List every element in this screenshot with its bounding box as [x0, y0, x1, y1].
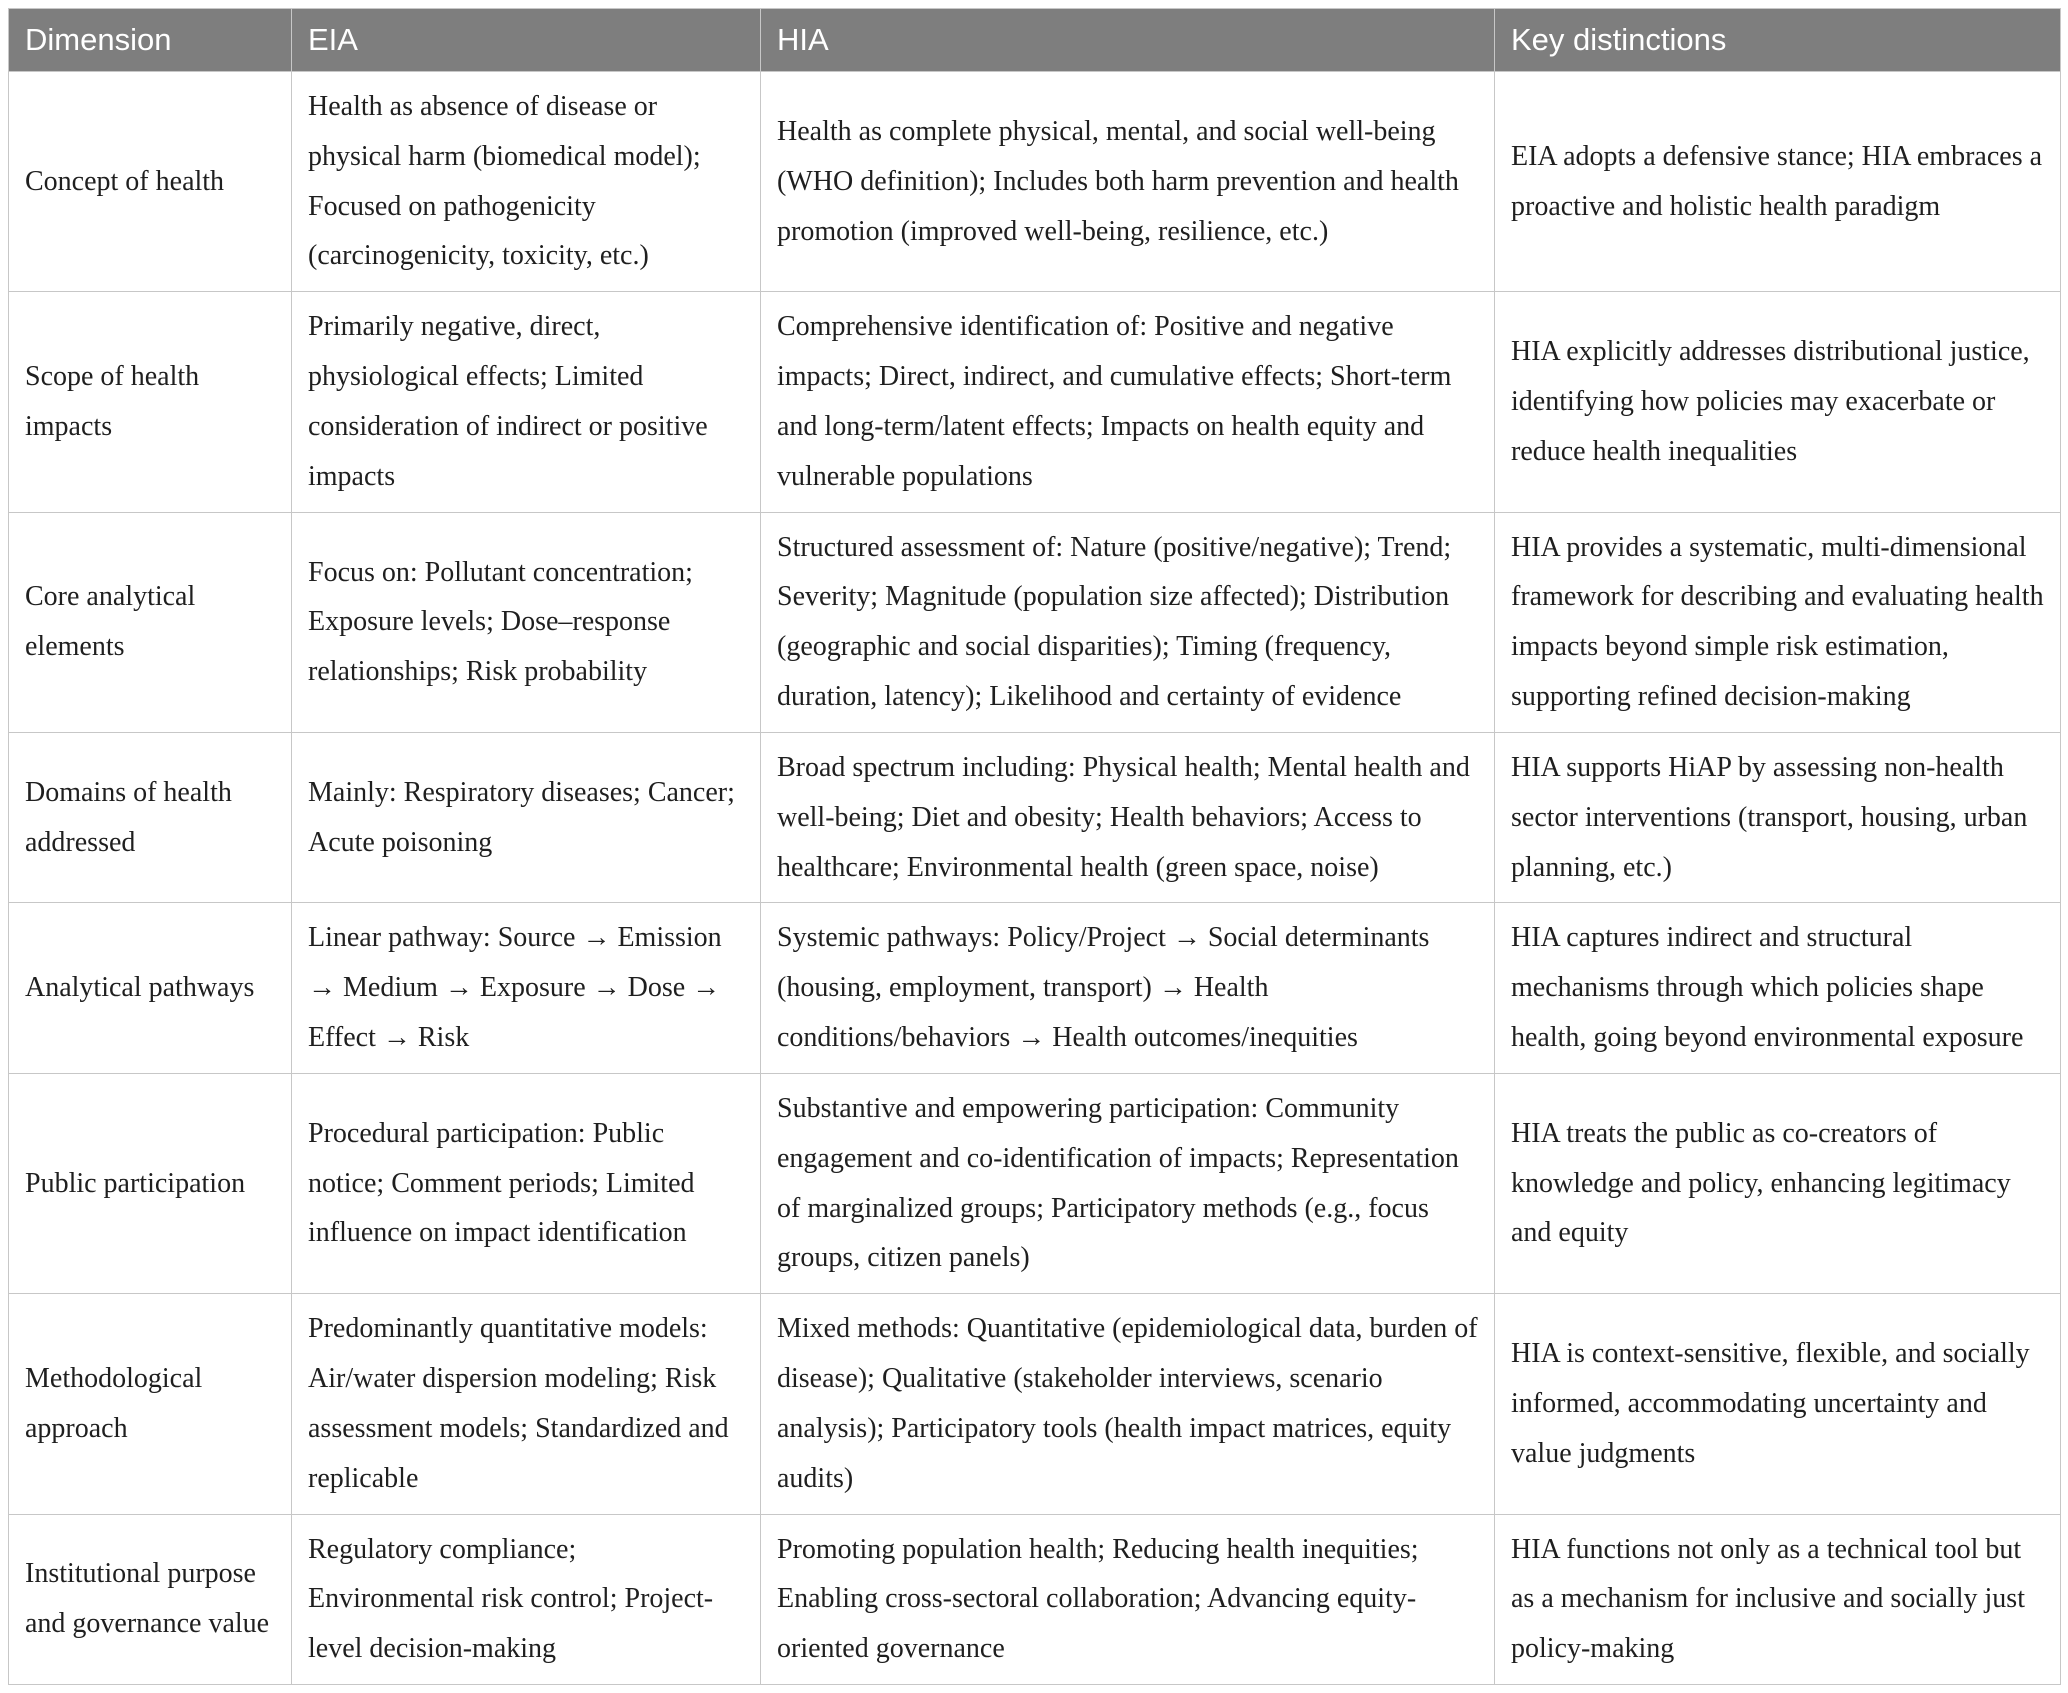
cell-key-distinctions: HIA functions not only as a technical tool but as a mechanism for inclusive and socially just policy-making: [1495, 1514, 2061, 1684]
cell-dimension: Core analytical elements: [9, 512, 292, 732]
cell-eia: Health as absence of disease or physical harm (biomedical model); Focused on pathogenicity (carcinogenicity, toxicity, etc.): [292, 72, 761, 292]
cell-dimension: Scope of health impacts: [9, 292, 292, 512]
row-methodological-approach: [9, 1294, 2061, 1514]
row-concept-of-health: [9, 72, 2061, 292]
column-header-dimension: Dimension: [9, 9, 292, 72]
cell-eia: Linear pathway: Source → Emission → Medium → Exposure → Dose → Effect → Risk: [292, 903, 761, 1073]
cell-key-distinctions: HIA provides a systematic, multi-dimensional framework for describing and evaluating health impacts beyond simple risk estimation, supporting refined decision-making: [1495, 512, 2061, 732]
cell-hia: Systemic pathways: Policy/Project → Social determinants (housing, employment, transport) → Health conditions/behaviors → Health outcomes/inequities: [761, 903, 1495, 1073]
cell-dimension: Institutional purpose and governance value: [9, 1514, 292, 1684]
row-institutional-purpose-and-governance-value: [9, 1514, 2061, 1684]
cell-eia: Regulatory compliance; Environmental risk control; Project-level decision-making: [292, 1514, 761, 1684]
column-header-key-distinctions: Key distinctions: [1495, 9, 2061, 72]
cell-key-distinctions: EIA adopts a defensive stance; HIA embraces a proactive and holistic health paradigm: [1495, 72, 2061, 292]
cell-hia: Promoting population health; Reducing health inequities; Enabling cross-sectoral collaboration; Advancing equity-oriented governance: [761, 1514, 1495, 1684]
cell-dimension: Domains of health addressed: [9, 732, 292, 902]
cell-key-distinctions: HIA treats the public as co-creators of knowledge and policy, enhancing legitimacy and equity: [1495, 1073, 2061, 1293]
cell-eia: Focus on: Pollutant concentration; Exposure levels; Dose–response relationships; Risk probability: [292, 512, 761, 732]
row-public-participation: [9, 1073, 2061, 1293]
cell-key-distinctions: HIA is context-sensitive, flexible, and socially informed, accommodating uncertainty and value judgments: [1495, 1294, 2061, 1514]
row-core-analytical-elements: [9, 512, 2061, 732]
cell-key-distinctions: HIA captures indirect and structural mechanisms through which policies shape health, going beyond environmental exposure: [1495, 903, 2061, 1073]
cell-dimension: Analytical pathways: [9, 903, 292, 1073]
cell-eia: Predominantly quantitative models: Air/water dispersion modeling; Risk assessment models; Standardized and replicable: [292, 1294, 761, 1514]
cell-dimension: Public participation: [9, 1073, 292, 1293]
cell-dimension: Methodological approach: [9, 1294, 292, 1514]
cell-key-distinctions: HIA explicitly addresses distributional justice, identifying how policies may exacerbate or reduce health inequalities: [1495, 292, 2061, 512]
cell-hia: Health as complete physical, mental, and social well-being (WHO definition); Includes both harm prevention and health promotion (improved well-being, resilience, etc.): [761, 72, 1495, 292]
cell-eia: Procedural participation: Public notice; Comment periods; Limited influence on impact identification: [292, 1073, 761, 1293]
cell-hia: Comprehensive identification of: Positive and negative impacts; Direct, indirect, and cumulative effects; Short-term and long-term/latent effects; Impacts on health equity and vulnerable populations: [761, 292, 1495, 512]
cell-eia: Mainly: Respiratory diseases; Cancer; Acute poisoning: [292, 732, 761, 902]
column-header-eia: EIA: [292, 9, 761, 72]
cell-key-distinctions: HIA supports HiAP by assessing non-health sector interventions (transport, housing, urban planning, etc.): [1495, 732, 2061, 902]
header-row: [9, 9, 2061, 72]
row-domains-of-health-addressed: [9, 732, 2061, 902]
cell-hia: Mixed methods: Quantitative (epidemiological data, burden of disease); Qualitative (stakeholder interviews, scenario analysis); Participatory tools (health impact matrices, equity audits): [761, 1294, 1495, 1514]
cell-hia: Broad spectrum including: Physical health; Mental health and well-being; Diet and obesity; Health behaviors; Access to healthcare; Environmental health (green space, noise): [761, 732, 1495, 902]
cell-hia: Structured assessment of: Nature (positive/negative); Trend; Severity; Magnitude (population size affected); Distribution (geographic and social disparities); Timing (frequency, duration, latency); Likelihood and certainty of evidence: [761, 512, 1495, 732]
row-scope-of-health-impacts: [9, 292, 2061, 512]
eia-hia-comparison-table: [8, 8, 2061, 1685]
cell-dimension: Concept of health: [9, 72, 292, 292]
column-header-hia: HIA: [761, 9, 1495, 72]
cell-eia: Primarily negative, direct, physiological effects; Limited consideration of indirect or positive impacts: [292, 292, 761, 512]
cell-hia: Substantive and empowering participation: Community engagement and co-identification of impacts; Representation of marginalized groups; Participatory methods (e.g., focus groups, citizen panels): [761, 1073, 1495, 1293]
row-analytical-pathways: [9, 903, 2061, 1073]
